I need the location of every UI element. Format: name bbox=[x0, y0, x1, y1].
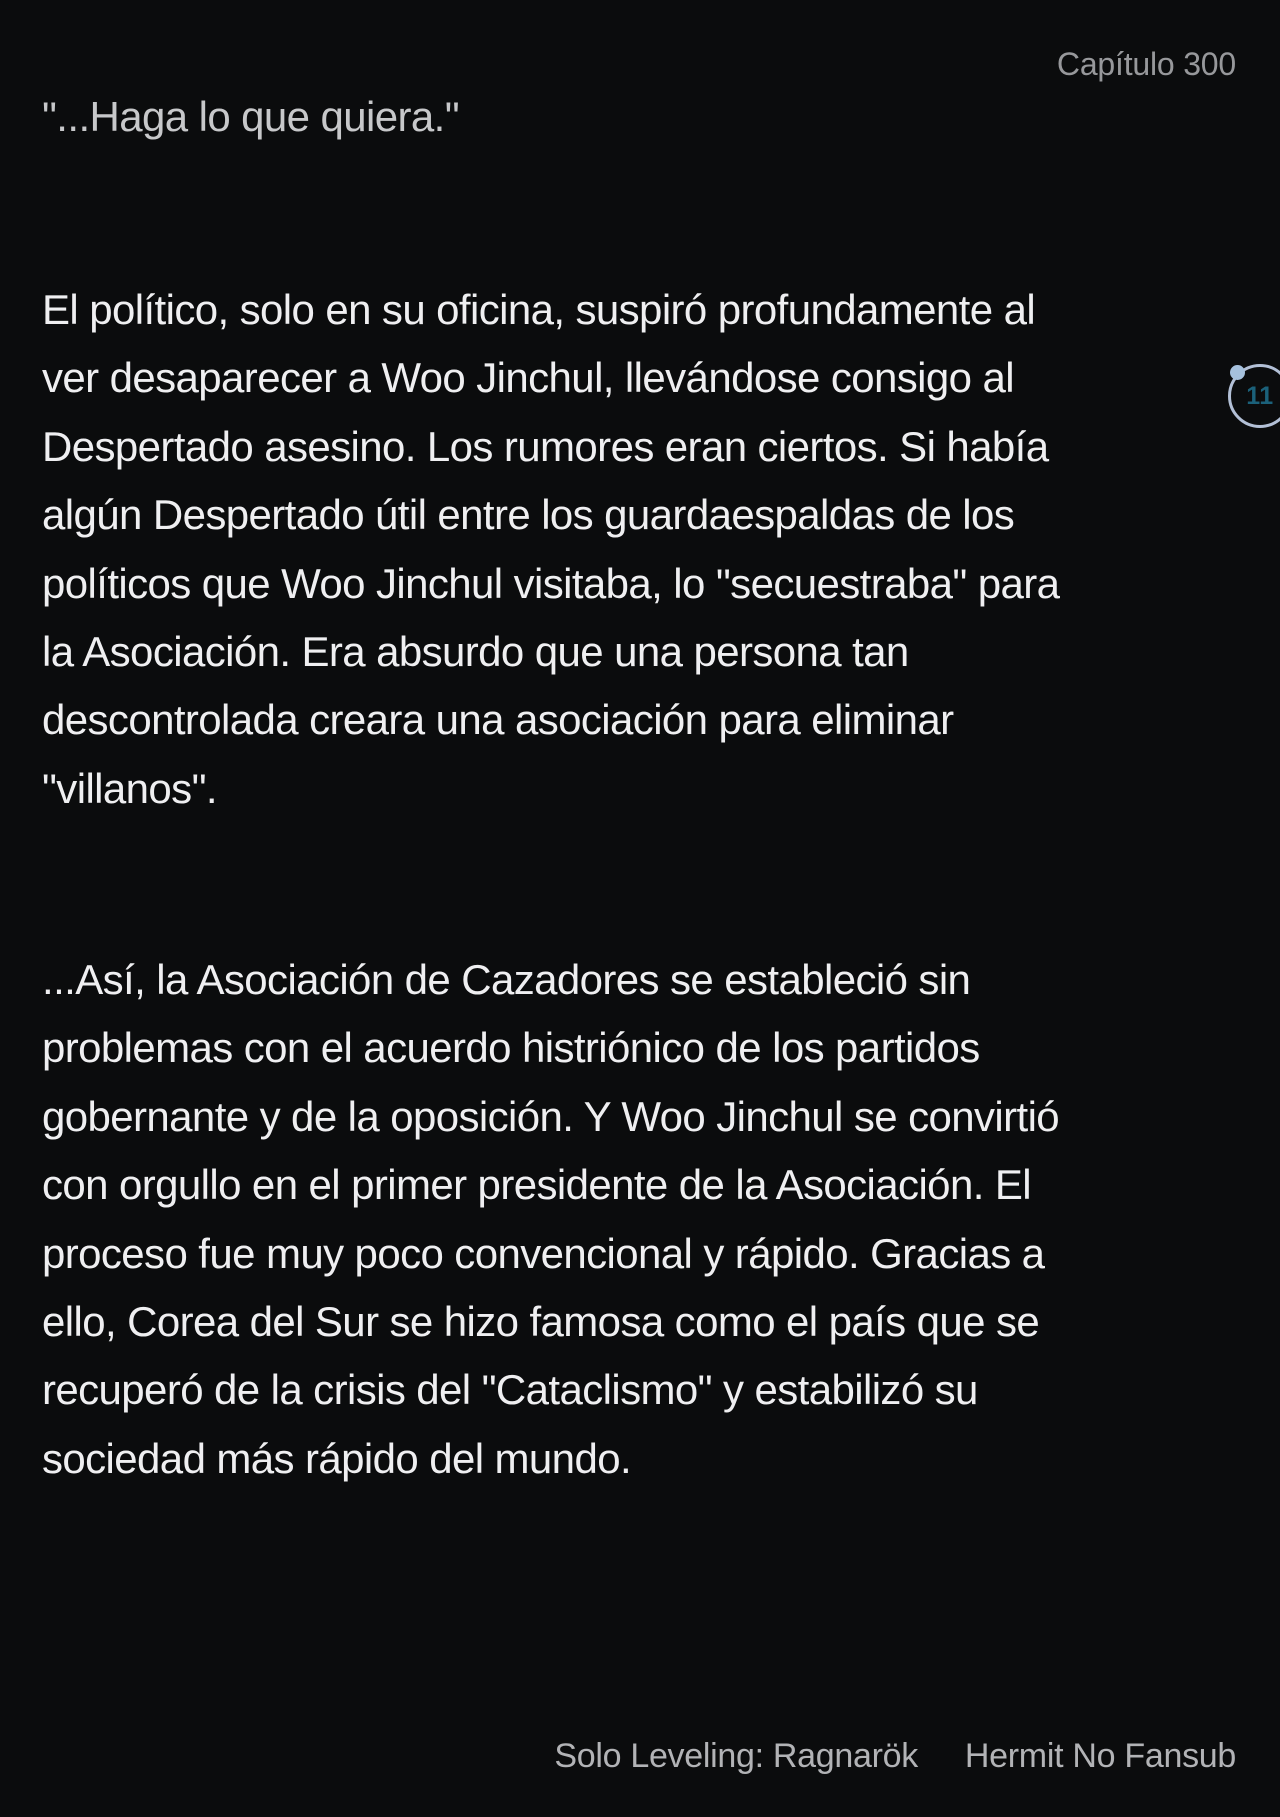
text-line: proceso fue muy poco convencional y rápido. Gracias a bbox=[42, 1229, 1045, 1277]
fansub-credit: Hermit No Fansub bbox=[964, 1737, 1236, 1775]
text-line: la Asociación. Era absurdo que una persona tan bbox=[42, 627, 909, 675]
text-line: ver desaparecer a Woo Jinchul, llevándose consigo al bbox=[42, 354, 1014, 402]
text-line: problemas con el acuerdo histriónico de los partidos bbox=[42, 1024, 980, 1072]
text-line: recuperó de la crisis del "Cataclismo" y estabilizó su bbox=[42, 1366, 978, 1414]
progress-value: 11 bbox=[1246, 381, 1274, 410]
text-line: sociedad más rápido del mundo. bbox=[42, 1434, 632, 1482]
text-line: ello, Corea del Sur se hizo famosa como el país que se bbox=[42, 1297, 1040, 1345]
text-line: algún Despertado útil entre los guardaespaldas de los bbox=[42, 491, 1015, 539]
text-line: Despertado asesino. Los rumores eran ciertos. Si había bbox=[42, 422, 1049, 470]
paragraph-1 bbox=[42, 276, 1242, 823]
text-line: con orgullo en el primer presidente de la Asociación. El bbox=[42, 1161, 1031, 1209]
reading-progress-badge[interactable] bbox=[1228, 364, 1280, 428]
text-line: descontrolada creara una asociación para eliminar bbox=[42, 696, 954, 744]
chapter-title: Capítulo 300 bbox=[1056, 46, 1236, 82]
text-line: gobernante y de la oposición. Y Woo Jinchul se convirtió bbox=[42, 1092, 1060, 1140]
text-line: ...Así, la Asociación de Cazadores se estableció sin bbox=[42, 956, 971, 1003]
paragraph-2 bbox=[42, 946, 1242, 1493]
text-line: El político, solo en su oficina, suspiró profundamente al bbox=[42, 286, 1036, 333]
book-title: Solo Leveling: Ragnarök bbox=[554, 1737, 918, 1775]
progress-dot-icon bbox=[1230, 365, 1245, 380]
text-line: políticos que Woo Jinchul visitaba, lo "secuestraba" para bbox=[42, 559, 1060, 607]
text-line: "villanos". bbox=[42, 764, 217, 812]
page-footer bbox=[554, 1734, 1236, 1778]
dialogue-quote: "...Haga lo que quiera." bbox=[42, 93, 460, 140]
